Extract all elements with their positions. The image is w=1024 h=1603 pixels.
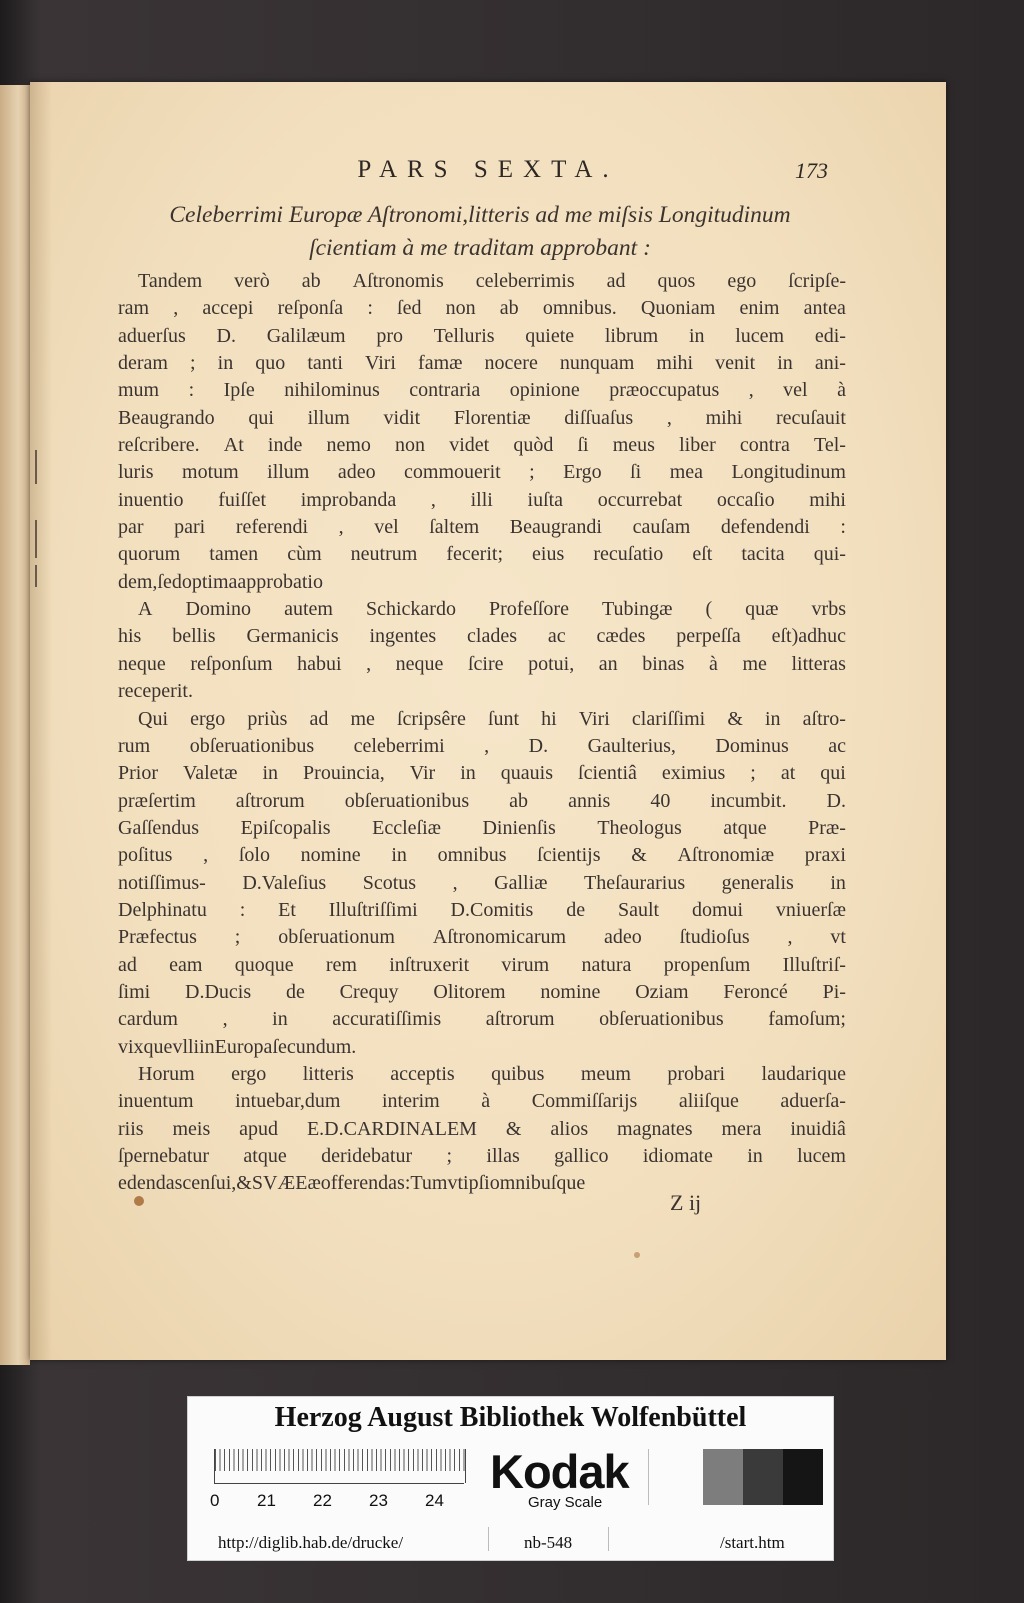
- text-line: Beaugrando qui illum vidit Florentiæ diſſuaſus , mihi recuſauit: [118, 406, 846, 429]
- text-line: ad eam quoque rem inſtruxerit virum natura propenſum Illuſtriſ-: [118, 953, 846, 976]
- ruler-label: 0: [210, 1491, 220, 1510]
- ruler-baseline: [214, 1483, 464, 1484]
- page-gutter-shadow: [30, 82, 52, 1360]
- running-head: PARS SEXTA.: [357, 156, 619, 183]
- url-prefix: http://diglib.hab.de/drucke/: [218, 1533, 404, 1552]
- divider: [608, 1527, 609, 1551]
- gray-swatch: [783, 1449, 823, 1505]
- text-line: rum obſeruationibus celeberrimi , D. Gaulterius, Dominus ac: [118, 734, 846, 757]
- book-page: [30, 82, 946, 1360]
- text-line: his bellis Germanicis ingentes clades ac cædes perpeſſa eſt)adhuc: [118, 625, 846, 648]
- text-line: præſertim aſtrorum obſeruationibus ab annis 40 incumbit. D.: [118, 789, 846, 812]
- text-line: poſitus , ſolo nomine in omnibus ſcientijs & Aſtronomiæ praxi: [118, 844, 846, 867]
- text-line: luris motum illum adeo commouerit ; Ergo ſi mea Longitudinum: [118, 461, 846, 484]
- text-line: Delphinatu : Et Illuſtriſſimi D.Comitis de Sault domui vniuerſæ: [118, 898, 846, 921]
- text-line: receperit.: [118, 680, 193, 703]
- text-line: ſimi D.Ducis de Crequy Olitorem nomine Oziam Feroncé Pi-: [118, 980, 846, 1003]
- text-line: Horum ergo litteris acceptis quibus meum probari laudarique: [138, 1062, 846, 1085]
- text-line: Tandem verò ab Aſtronomis celeberrimis ad quos ego ſcripſe-: [138, 270, 846, 292]
- gray-scale-label: Gray Scale: [528, 1494, 603, 1511]
- measurement-ruler: [214, 1449, 466, 1483]
- text-line: inuentum intuebar,dum interim à Commiſſarijs aliiſque aduerſa-: [118, 1090, 846, 1113]
- text-line: reſcribere. At inde nemo non videt quòd ſi meus liber contra Tel-: [118, 434, 846, 457]
- text-line: Prior Valetæ in Prouincia, Vir in quauis ſcientiâ eximius ; at qui: [118, 762, 846, 785]
- text-line: A Domino autem Schickardo Profeſſore Tubingæ ( quæ vrbs: [138, 598, 846, 621]
- text-line: vixque vlli in Europa ſecundum.: [118, 1035, 357, 1058]
- facing-page-edge: [0, 85, 30, 1365]
- text-line: inuentio fuiſſet improbanda , illi iuſta occurrebat occaſio mihi: [118, 488, 846, 511]
- color-target-card: [187, 1396, 834, 1561]
- body-text: [118, 268, 846, 1198]
- ink-stain: [634, 1252, 640, 1258]
- text-line: edendas cenſui , & S V Æ Eæ offerendas : Tum vt ipſi omnibuſque: [118, 1172, 586, 1195]
- text-line: ram , accepi reſponſa : ſed non ab omnibus. Quoniam enim antea: [118, 297, 846, 320]
- gray-swatch: [703, 1449, 743, 1505]
- ink-stain: [134, 1196, 144, 1206]
- ruler-label: 24: [425, 1491, 444, 1510]
- page-number: 173: [795, 158, 828, 183]
- gray-swatch: [743, 1449, 783, 1505]
- catchword-signature: Z ij: [670, 1190, 702, 1215]
- text-line: deram ; in quo tanti Viri famæ nocere nunquam mihi venit in ani-: [118, 352, 846, 375]
- kodak-logo: Kodak: [490, 1445, 629, 1498]
- text-line: Præfectus ; obſeruationum Aſtronomicarum adeo ſtudioſus , vt: [118, 926, 846, 949]
- section-heading: [110, 199, 850, 265]
- heading-line: ſcientiam à me traditam approbant :: [309, 235, 651, 261]
- text-line: quorum tamen cùm neutrum fecerit; eius recuſatio eſt tacita qui-: [118, 543, 846, 566]
- target-footer: [188, 1525, 833, 1553]
- margin-mark: [35, 520, 37, 558]
- text-line: ſpernebatur atque deridebatur ; illas gallico idiomate in lucem: [118, 1145, 846, 1167]
- text-line: par pari referendi , vel ſaltem Beaugrandi cauſam defendendi :: [118, 516, 846, 539]
- divider: [488, 1527, 489, 1551]
- heading-line: Celeberrimi Europæ Aſtronomi,litteris ad me miſsis Longitudinum: [169, 202, 791, 228]
- shelfmark: nb-548: [524, 1533, 573, 1552]
- text-line: neque reſponſum habui , neque ſcire potui, an binas à me litteras: [118, 652, 846, 675]
- ruler-label: 22: [313, 1491, 332, 1510]
- text-line: riis meis apud E.D.CARDINALEM & alios magnates mera inuidiâ: [118, 1117, 846, 1140]
- ruler-label: 21: [257, 1491, 276, 1510]
- text-line: cardum , in accuratiſſimis aſtrorum obſeruationibus famoſum;: [118, 1008, 846, 1031]
- text-line: mum : Ipſe nihilominus contraria opinione præoccupatus , vel à: [118, 379, 846, 402]
- text-line: Gaſſendus Epiſcopalis Eccleſiæ Dinienſis Theologus atque Præ-: [118, 816, 846, 839]
- ruler-label: 23: [369, 1491, 388, 1510]
- text-line: Qui ergo priùs ad me ſcripsêre ſunt hi Viri clariſſimi & in aſtro-: [138, 707, 846, 730]
- library-name: Herzog August Bibliothek Wolfenbüttel: [274, 1402, 747, 1433]
- text-line: aduerſus D. Galilæum pro Telluris quiete librum in lucem edi-: [118, 324, 846, 347]
- text-line: dem,ſed optima approbatio: [118, 570, 323, 593]
- margin-mark: [35, 565, 37, 587]
- url-suffix: /start.htm: [720, 1533, 785, 1552]
- text-line: notiſſimus- D.Valeſius Scotus , Galliæ Theſaurarius generalis in: [118, 871, 846, 894]
- margin-mark: [35, 450, 37, 484]
- divider: [648, 1449, 649, 1505]
